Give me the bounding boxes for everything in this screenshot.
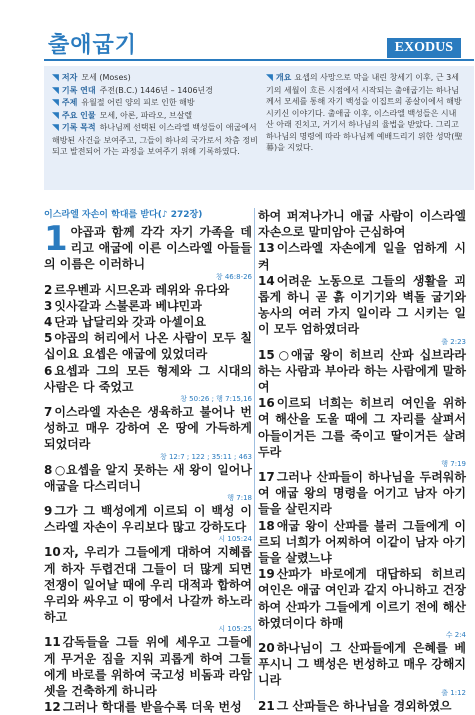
- intro-info-list: [52, 72, 258, 158]
- verse-12-continued: 하여 퍼져나가니 애굽 사람이 이스라엘 자손으로 말미암아 근심하여: [258, 209, 466, 240]
- verse-7: 7 이스라엘 자손은 생육하고 불어나 번성하고 매우 강하여 온 땅에 가득하게 되었더라 창 12:7 ; 122 ; 35:11 ; 463: [44, 405, 252, 461]
- bullet-icon: ◥: [52, 98, 59, 108]
- cross-reference: 창 50:26 ; 행 7:15,16: [180, 395, 252, 404]
- left-column: [44, 208, 252, 715]
- verse-18: 18 애굽 왕이 산파를 불러 그들에게 이르되 너희가 어찌하여 이같이 남자 아기들을 살렸느냐: [258, 518, 466, 566]
- cross-reference: 출 1:12: [441, 688, 466, 697]
- verse-17: 17 그러나 산파들이 하나님을 두려워하여 애굽 왕의 명령을 어기고 남자 아기들을 살린지라: [258, 470, 466, 517]
- bullet-icon: ◥: [52, 110, 59, 121]
- book-title: 출애굽기: [48, 33, 138, 58]
- cross-reference: 창 12:7 ; 122 ; 35:11 ; 463: [159, 452, 252, 461]
- verse-21: 21 그 산파들은 하나님을 경외하였으: [258, 698, 452, 713]
- verse-16: 16 이르되 너희는 히브리 여인을 위하여 해산을 도울 때에 그 자리를 살펴서 아들이거든 그를 죽이고 딸이거든 살려두라 행 7:19: [258, 396, 466, 469]
- verse-20: 20 하나님이 그 산파들에게 은혜를 베푸시니 그 백성은 번성하고 매우 강해지니라 출 1:12: [258, 641, 466, 697]
- verse-6: 6 요셉과 그의 모든 형제와 그 시대의 사람은 다 죽었고 창 50:26 ; 행 7:15,16: [44, 363, 252, 404]
- verse-10: 10 자, 우리가 그들에게 대하여 지혜롭게 하자 두렵건대 그들이 더 많게 되면 전쟁이 일어날 때에 우리 대적과 합하여 우리와 싸우고 이 땅에서 나갈까 하노라 하고 시 105:25: [44, 545, 252, 634]
- cross-reference: 행 7:18: [227, 494, 252, 503]
- column-divider: [254, 208, 255, 700]
- verse-11: 11 감독들을 그들 위에 세우고 그들에게 무거운 짐을 지워 괴롭게 하여 그들에게 바로를 위하여 국고성 비돔과 라암셋을 건축하게 하니라: [44, 635, 252, 699]
- bullet-icon: ◥: [52, 73, 59, 83]
- verse-4: 4 단과 납달리와 갓과 아셀이요: [44, 315, 206, 330]
- section-heading: 이스라엘 자손이 학대를 받다(♪ 272장): [44, 210, 203, 220]
- intro-row-purpose: ◥ 기록 목적 하나님께 선택된 이스라엘 백성들이 애굽에서 해방된 사건을 보여주고, 그들이 하나의 국가로서 차츰 정비되고 발전되어 가는 과정을 보여주기 위해 기록하였다.: [52, 123, 258, 156]
- verse-8: 8 ○요셉을 알지 못하는 새 왕이 일어나 애굽을 다스리더니 행 7:18: [44, 462, 252, 503]
- book-tag: EXODUS: [387, 38, 461, 58]
- page-header: [0, 0, 475, 62]
- intro-row-characters: ◥ 주요 인물 모세, 아론, 파라오, 브살렐: [52, 110, 193, 121]
- cross-reference: 수 2:4: [445, 631, 466, 640]
- right-column: [258, 208, 466, 714]
- verse-5: 5 야곱의 허리에서 나온 사람이 모두 칠십이요 요셉은 애굽에 있었더라: [44, 331, 252, 362]
- verse-13: 13 이스라엘 자손에게 일을 엄하게 시켜: [258, 241, 466, 272]
- intro-row-theme: ◥ 주제 유월절 어린 양의 피로 인한 해방: [52, 98, 195, 108]
- verse-19: 19 산파가 바로에게 대답하되 히브리 여인은 애굽 여인과 같지 아니하고 건장하여 산파가 그들에게 이르기 전에 해산하였더이다 하매 수 2:4: [258, 567, 466, 640]
- scripture-columns: [44, 208, 475, 715]
- intro-row-author: ◥ 저자 모세 (Moses): [52, 73, 131, 83]
- cross-reference: 창 46:8-26: [215, 272, 252, 281]
- overview-text: 요셉의 사망으로 막을 내린 창세기 이후, 근 3세기의 세월이 흐른 시점에서 시작되는 출애굽기는 하나님께서 모세를 통해 자기 백성을 이집트의 종살이에서 해방시키신 이야기다. 출애굽 이후, 이스라엘 백성들은 시내 산 아래 진치고, 거기서 하나님의 율법을 받았다. 그리고 하나님의 명령에 따라 하나님께 예배드리기 위한 성막(聖幕)을 지었다.: [266, 73, 463, 152]
- bullet-icon: ◥: [266, 73, 273, 83]
- cross-reference: 시 105:25: [218, 625, 252, 634]
- verse-14: 14 어려운 노동으로 그들의 생활을 괴롭게 하니 곧 흙 이기기와 벽돌 굽기와 농사의 여러 가지 일이라 그 시키는 일이 모두 엄하였더라 출 2:23: [258, 273, 466, 346]
- book-intro-box: [44, 66, 474, 190]
- verse-3: 3 잇사갈과 스불론과 베냐민과: [44, 298, 202, 313]
- cross-reference: 출 2:23: [441, 337, 466, 346]
- cross-reference: 시 105:24: [218, 535, 252, 544]
- verse-15: 15 ○애굽 왕이 히브리 산파 십브라라 하는 사람과 부아라 하는 사람에게 말하여: [258, 347, 466, 395]
- cross-reference: 행 7:19: [441, 460, 466, 469]
- verse-12: 12 그러나 학대를 받을수록 더욱 번성: [44, 700, 242, 715]
- chapter-number: 1: [44, 219, 68, 259]
- intro-row-date: ◥ 기록 연대 주전(B.C.) 1446년 – 1406년경: [52, 85, 214, 96]
- verse-2: 2 르우벤과 시므온과 레위와 유다와: [44, 282, 230, 297]
- verse-9: 9 그가 그 백성에게 이르되 이 백성 이스라엘 자손이 우리보다 많고 강하도다 시 105:24: [44, 504, 252, 544]
- intro-overview: [266, 72, 466, 154]
- title-rule: [44, 59, 474, 61]
- verse-1: 1 야곱과 함께 각각 자기 가족을 데리고 애굽에 이른 이스라엘 아들들의 이름은 이러하니 창 46:8-26: [44, 219, 252, 281]
- overview-label: 개요: [275, 73, 292, 82]
- bullet-icon: ◥: [52, 85, 59, 96]
- bullet-icon: ◥: [52, 123, 59, 133]
